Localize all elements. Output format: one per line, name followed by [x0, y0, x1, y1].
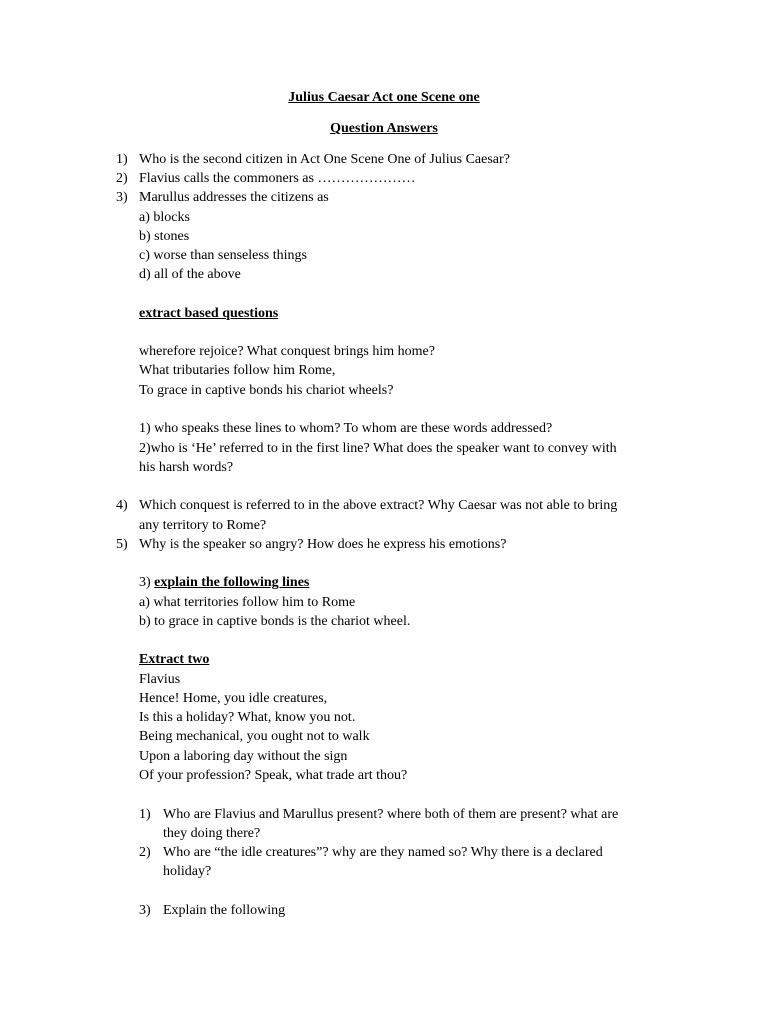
question-number: 4)	[116, 498, 128, 513]
question-number: 5)	[116, 537, 128, 552]
extract-line: Is this a holiday? What, know you not.	[139, 710, 356, 725]
extract-line: What tributaries follow him Rome,	[139, 363, 336, 378]
option-c: c) worse than senseless things	[139, 248, 307, 263]
question-text: any territory to Rome?	[139, 518, 267, 533]
explain-prefix: 3)	[139, 575, 155, 590]
question-text: Who is the second citizen in Act One Scene One of Julius Caesar?	[139, 152, 510, 167]
explain-heading: explain the following lines	[154, 575, 310, 590]
question-number: 1)	[116, 152, 128, 167]
extract-line: Hence! Home, you idle creatures,	[139, 691, 328, 706]
question-text: Who are Flavius and Marullus present? where both of them are present? what are	[163, 807, 619, 822]
question-text: Which conquest is referred to in the above extract? Why Caesar was not able to bring	[139, 498, 618, 513]
question-number: 2)	[116, 171, 128, 186]
explain-item: b) to grace in captive bonds is the chariot wheel.	[139, 614, 411, 629]
option-b: b) stones	[139, 229, 190, 244]
extract-line: wherefore rejoice? What conquest brings him home?	[139, 344, 435, 359]
question-number: 2)	[139, 845, 151, 860]
extract-question: his harsh words?	[139, 460, 234, 475]
explain-heading-line	[139, 573, 309, 592]
explain-item: a) what territories follow him to Rome	[139, 595, 356, 610]
extract-line: Upon a laboring day without the sign	[139, 749, 348, 764]
question-text: Who are “the idle creatures”? why are they named so? Why there is a declared	[163, 845, 603, 860]
option-a: a) blocks	[139, 210, 190, 225]
extract-question: 2)who is ‘He’ referred to in the first line? What does the speaker want to convey with	[139, 441, 617, 456]
question-text: Why is the speaker so angry? How does he express his emotions?	[139, 537, 507, 552]
extract-line: Being mechanical, you ought not to walk	[139, 729, 370, 744]
extract-speaker: Flavius	[139, 672, 181, 687]
extract-two-heading: Extract two	[139, 652, 210, 667]
question-text: holiday?	[163, 864, 212, 879]
question-text: Flavius calls the commoners as …………………	[139, 171, 416, 186]
extract-heading: extract based questions	[139, 306, 279, 321]
extract-line: Of your profession? Speak, what trade art thou?	[139, 768, 408, 783]
question-text: they doing there?	[163, 826, 261, 841]
extract-line: To grace in captive bonds his chariot wheels?	[139, 383, 394, 398]
question-text: Explain the following	[163, 903, 286, 918]
question-text: Marullus addresses the citizens as	[139, 190, 329, 205]
option-d: d) all of the above	[139, 267, 241, 282]
document-title: Julius Caesar Act one Scene one	[288, 90, 480, 105]
question-number: 3)	[116, 190, 128, 205]
document-subtitle: Question Answers	[330, 121, 438, 136]
question-number: 1)	[139, 807, 151, 822]
extract-question: 1) who speaks these lines to whom? To whom are these words addressed?	[139, 421, 553, 436]
question-number: 3)	[139, 903, 151, 918]
